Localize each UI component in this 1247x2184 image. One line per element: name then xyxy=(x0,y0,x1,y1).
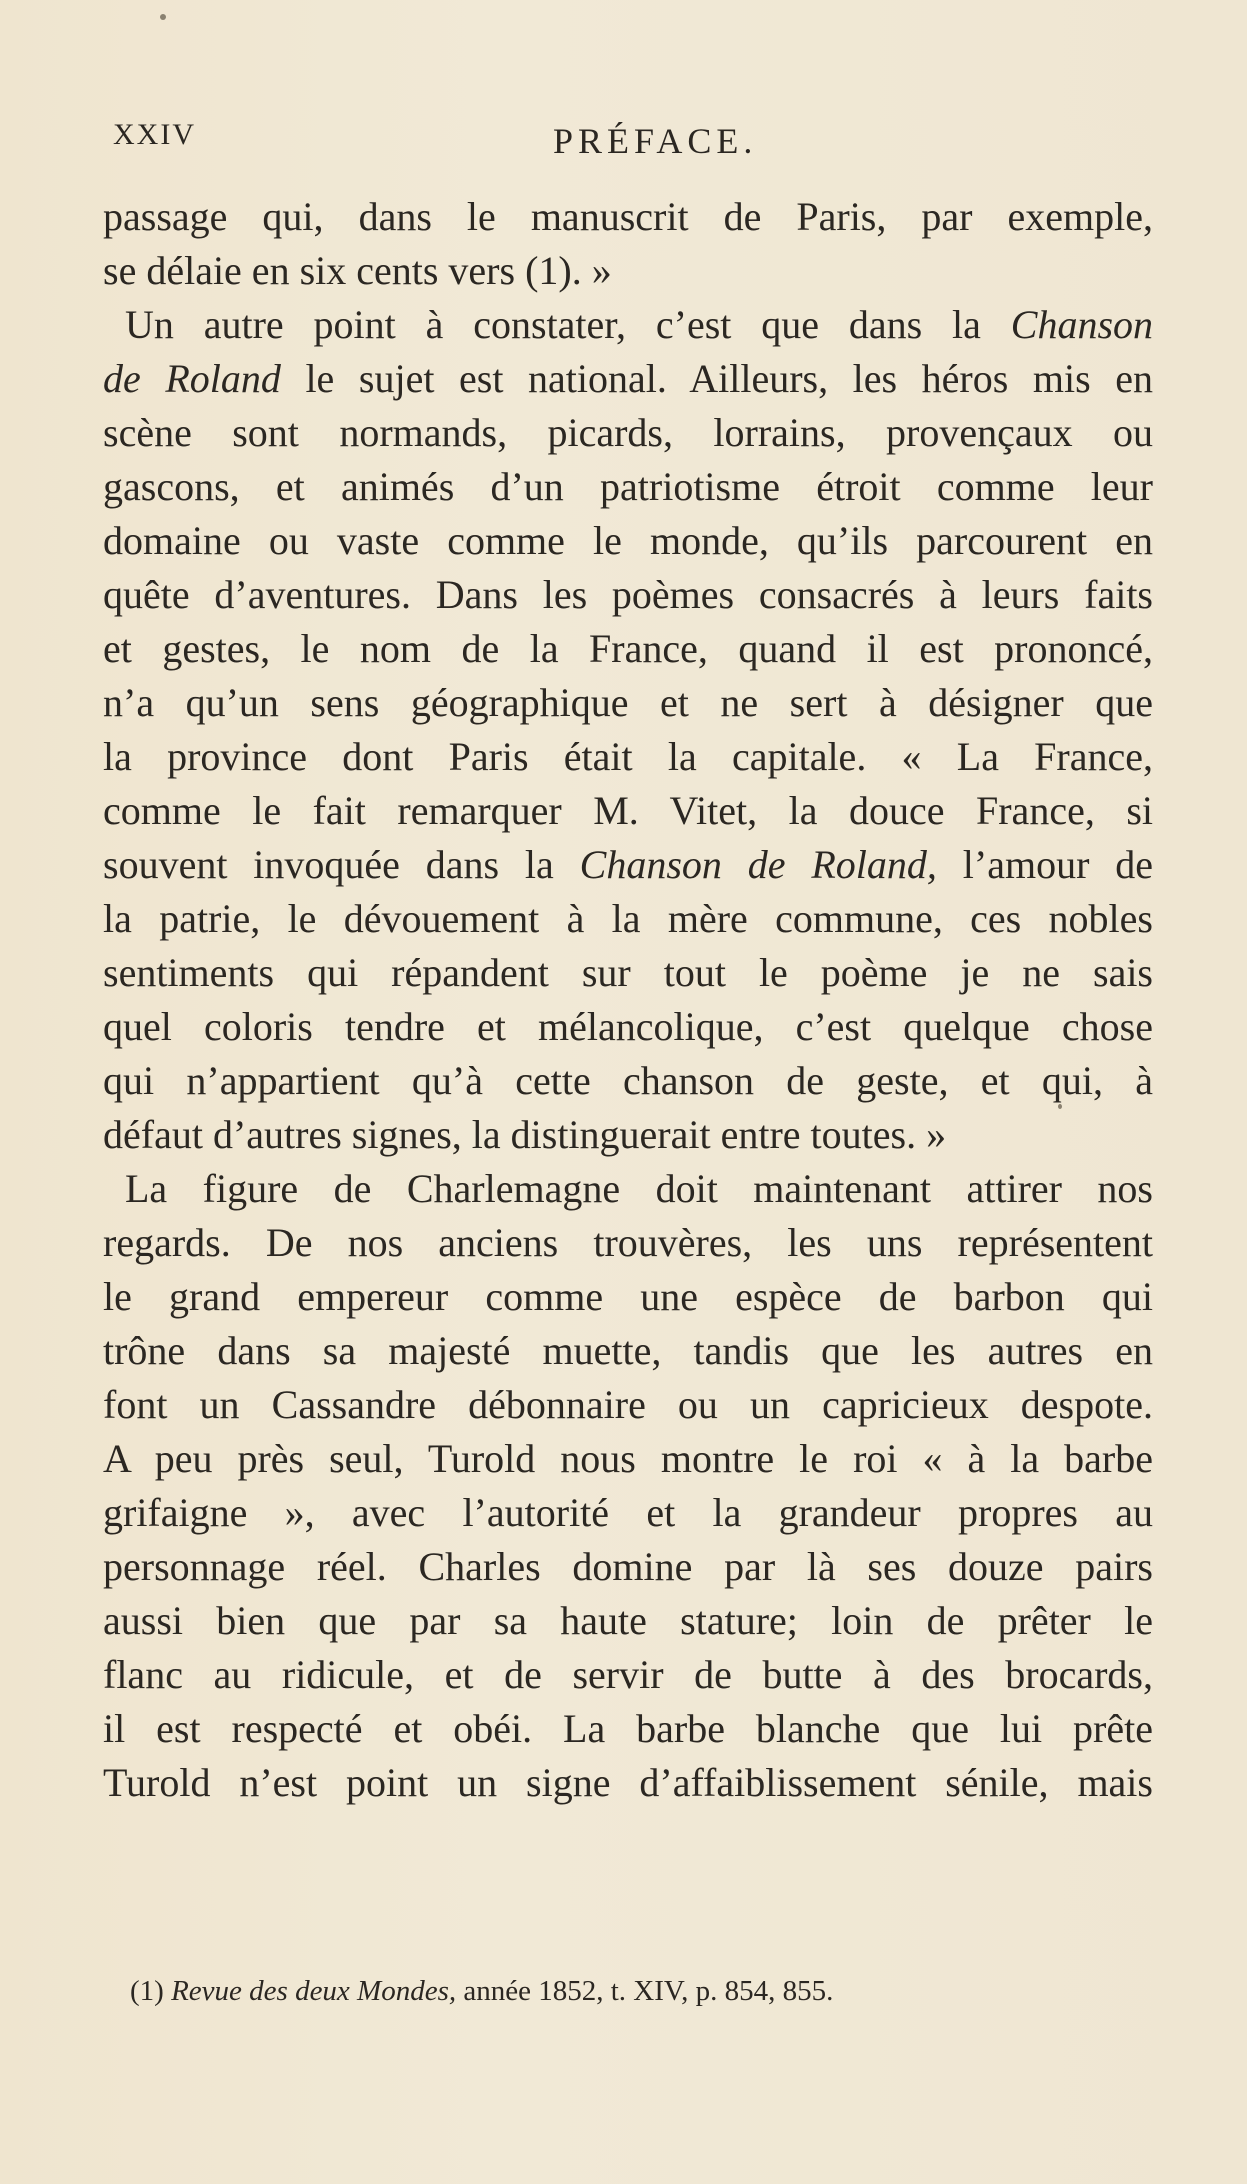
body-text xyxy=(103,190,1153,1810)
italic-title: de Roland xyxy=(103,356,281,401)
text-line xyxy=(103,352,1153,406)
text-line: il est respecté et obéi. La barbe blanche que lui prête xyxy=(103,1706,1153,1751)
text-line: la province dont Paris était la capitale. « La France, xyxy=(103,734,1153,779)
text-line: qui n’appartient qu’à cette chanson de geste, et qui, à xyxy=(103,1058,1153,1103)
text-line: défaut d’autres signes, la distinguerait entre toutes. » xyxy=(103,1112,947,1157)
text-span: souvent invoquée dans la xyxy=(103,842,580,887)
text-span: Un autre point à constater, c’est que dans la xyxy=(125,302,981,347)
italic-title: Chanson de Roland, xyxy=(579,842,937,887)
text-line: La figure de Charlemagne doit maintenant attirer nos xyxy=(125,1166,1153,1211)
ink-speck xyxy=(160,14,166,20)
text-line: passage qui, dans le manuscrit de Paris, par exemple, xyxy=(103,194,1153,239)
page-number: XXIV xyxy=(113,118,196,151)
text-line: flanc au ridicule, et de servir de butte à des brocards, xyxy=(103,1652,1153,1697)
text-line: la patrie, le dévouement à la mère commune, ces nobles xyxy=(103,896,1153,941)
text-line: quête d’aventures. Dans les poèmes consacrés à leurs faits xyxy=(103,572,1153,617)
text-line: comme le fait remarquer M. Vitet, la douce France, si xyxy=(103,788,1153,833)
text-span: l’amour de xyxy=(936,842,1154,887)
text-line xyxy=(103,298,1153,352)
text-line: personnage réel. Charles domine par là ses douze pairs xyxy=(103,1544,1153,1589)
text-line: gascons, et animés d’un patriotisme étroit comme leur xyxy=(103,464,1153,509)
text-span: le sujet est national. Ailleurs, les héros mis en xyxy=(280,356,1153,401)
text-line: quel coloris tendre et mélancolique, c’est quelque chose xyxy=(103,1004,1153,1049)
text-line: scène sont normands, picards, lorrains, provençaux ou xyxy=(103,410,1153,455)
text-line: domaine ou vaste comme le monde, qu’ils parcourent en xyxy=(103,518,1153,563)
text-line: font un Cassandre débonnaire ou un capricieux despote. xyxy=(103,1382,1153,1427)
italic-title: Chanson xyxy=(1010,302,1154,347)
text-line: et gestes, le nom de la France, quand il est prononcé, xyxy=(103,626,1153,671)
text-line: n’a qu’un sens géographique et ne sert à désigner que xyxy=(103,680,1153,725)
text-line: regards. De nos anciens trouvères, les uns représentent xyxy=(103,1220,1153,1265)
footnote-details: année 1852, t. XIV, p. 854, 855. xyxy=(456,1975,834,2007)
text-line: grifaigne », avec l’autorité et la grandeur propres au xyxy=(103,1490,1153,1535)
footnote xyxy=(130,1975,1130,2008)
page-header xyxy=(113,118,1163,161)
footnote-marker: (1) xyxy=(130,1975,164,2007)
text-line: trône dans sa majesté muette, tandis que les autres en xyxy=(103,1328,1153,1373)
text-line: aussi bien que par sa haute stature; loin de prêter le xyxy=(103,1598,1153,1643)
text-line: le grand empereur comme une espèce de barbon qui xyxy=(103,1274,1153,1319)
text-line: sentiments qui répandent sur tout le poème je ne sais xyxy=(103,950,1153,995)
text-line: se délaie en six cents vers (1). » xyxy=(103,248,612,293)
running-title: PRÉFACE. xyxy=(553,121,758,161)
text-line: Turold n’est point un signe d’affaiblissement sénile, mais xyxy=(103,1760,1153,1805)
footnote-source: Revue des deux Mondes, xyxy=(171,1975,457,2007)
text-line: A peu près seul, Turold nous montre le roi « à la barbe xyxy=(103,1436,1153,1481)
text-line xyxy=(103,838,1153,892)
